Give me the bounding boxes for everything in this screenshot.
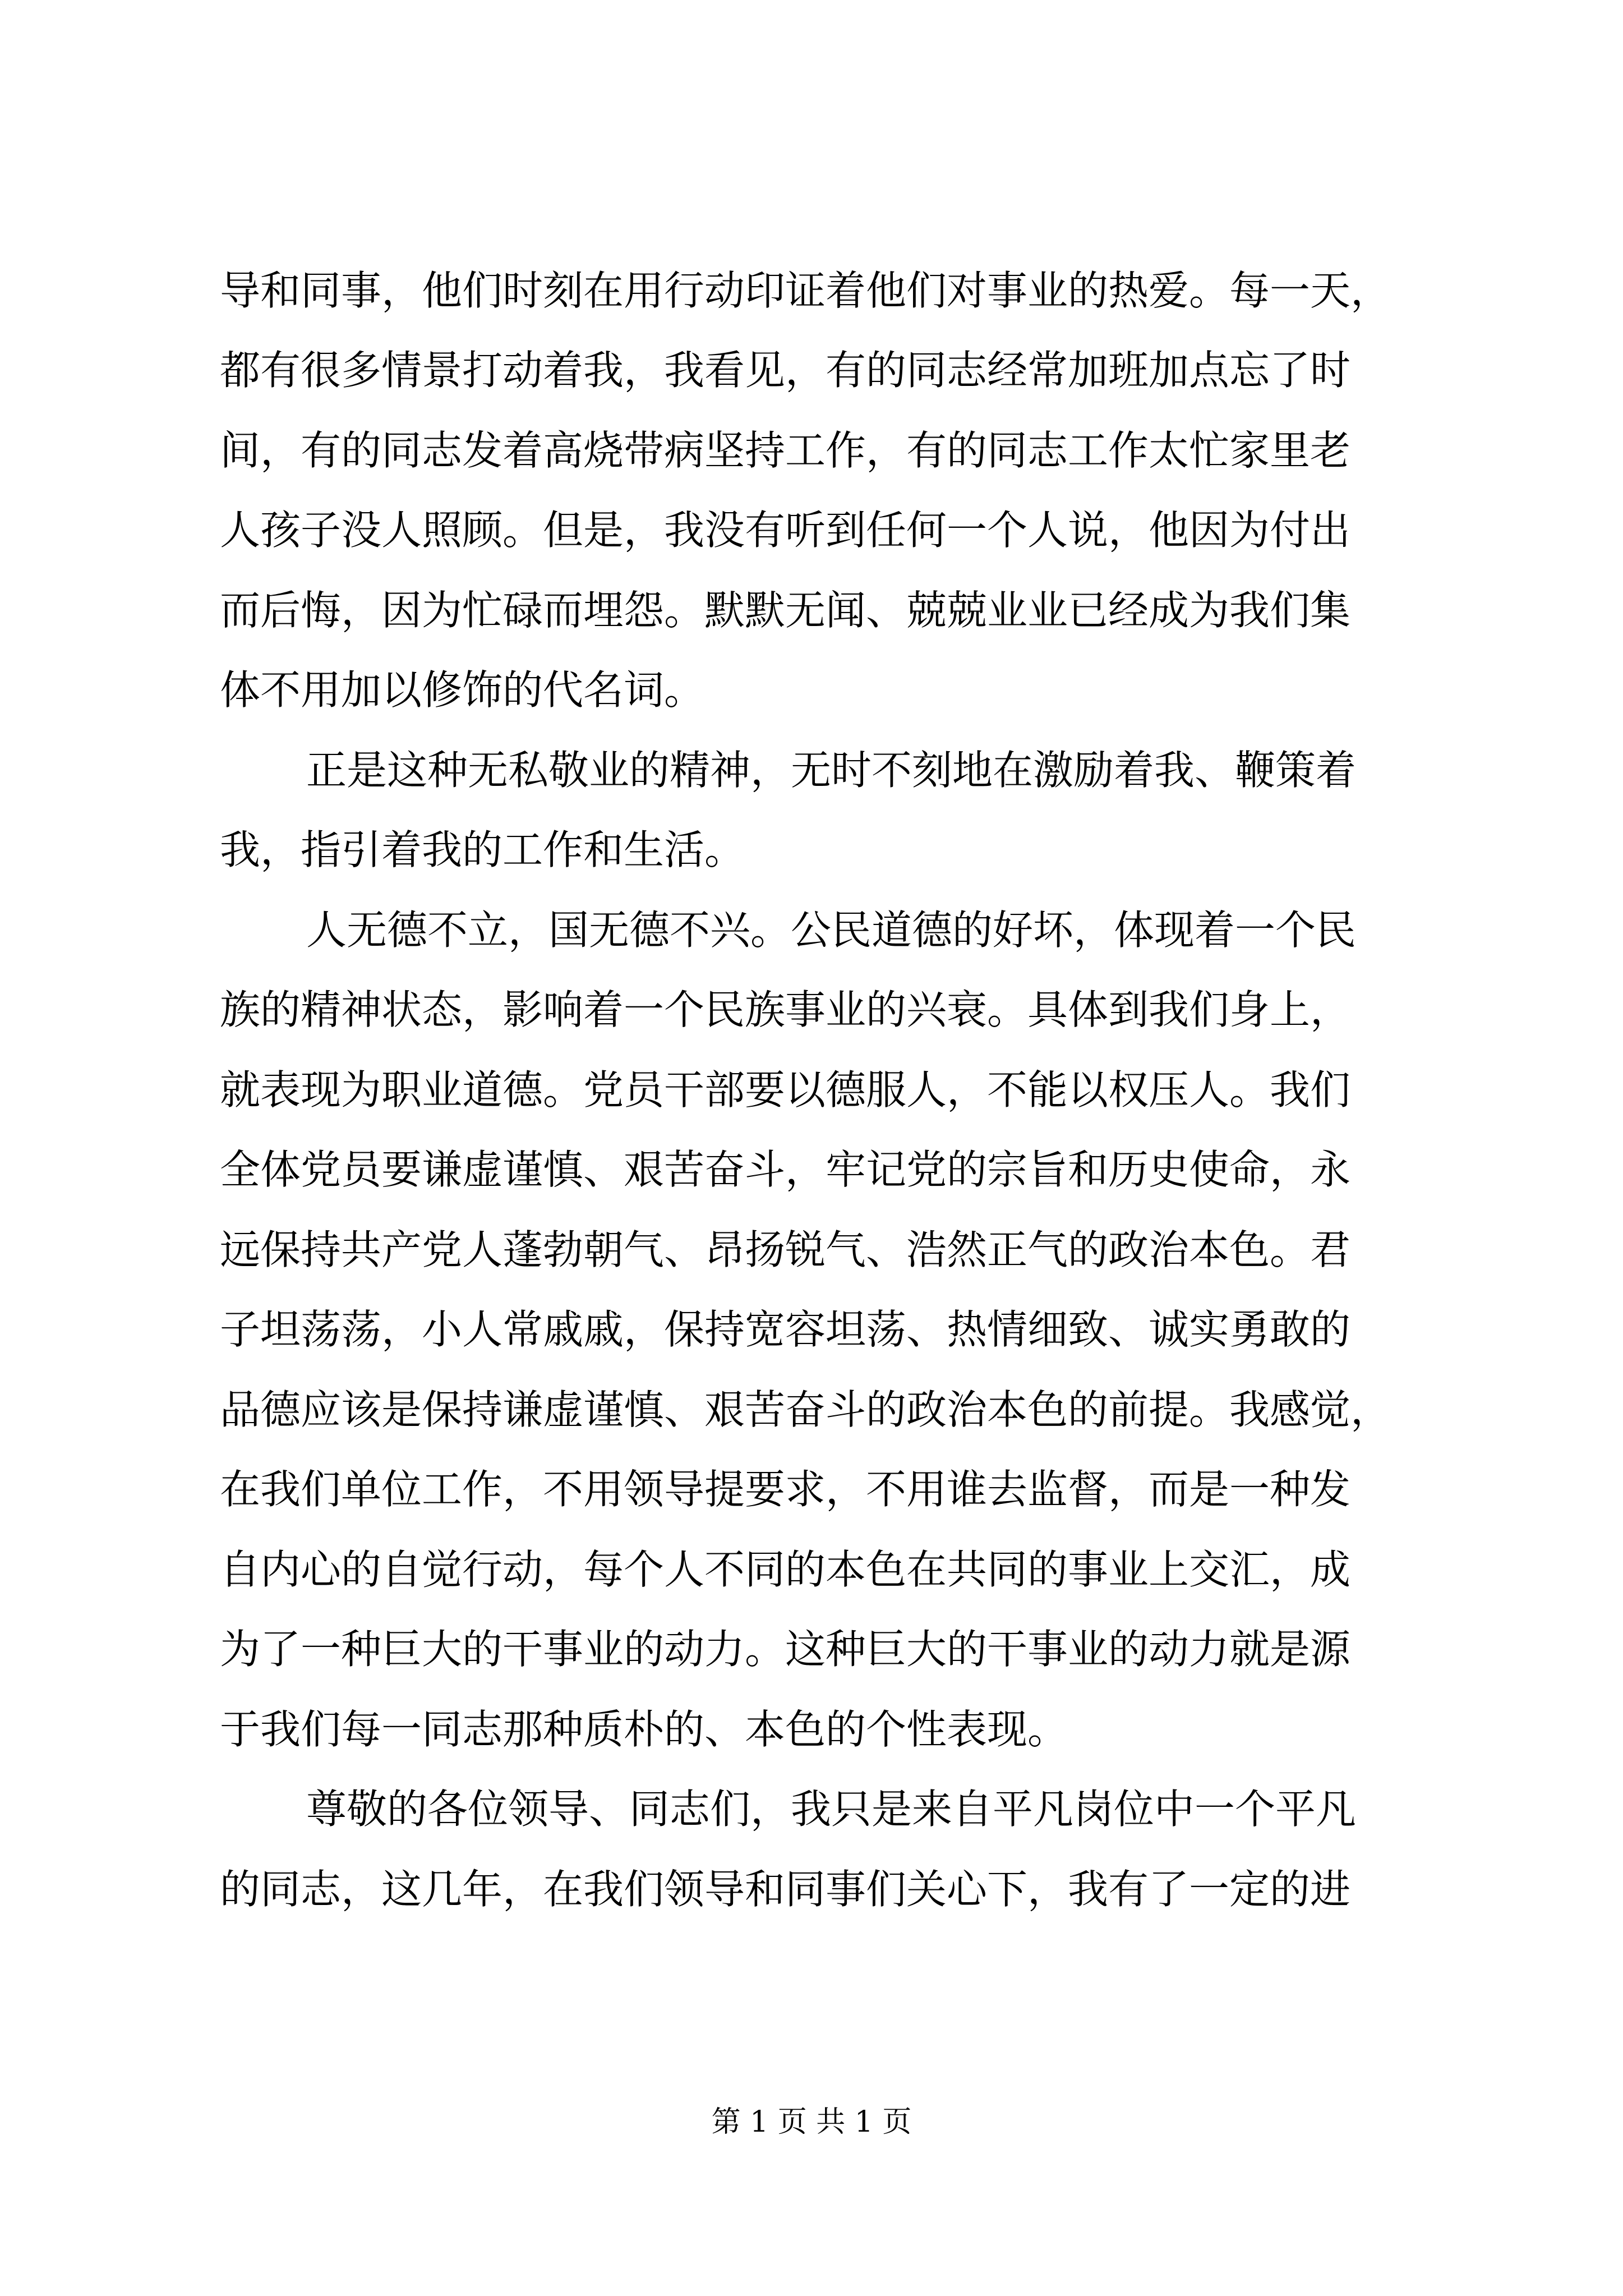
text-line: 自内心的自觉行动，每个人不同的本色在共同的事业上交汇，成: [220, 1546, 1351, 1593]
text-line: 全体党员要谦虚谨慎、艰苦奋斗，牢记党的宗旨和历史使命，永: [220, 1146, 1351, 1193]
page-number-footer: 第 1 页 共 1 页: [711, 2105, 912, 2139]
text-line: 在我们单位工作，不用领导提要求，不用谁去监督，而是一种发: [220, 1466, 1351, 1513]
text-line: 我，指引着我的工作和生活。: [220, 826, 745, 873]
text-line: 族的精神状态，影响着一个民族事业的兴衰。具体到我们身上，: [220, 986, 1351, 1033]
text-line: 尊敬的各位领导、同志们，我只是来自平凡岗位中一个平凡: [306, 1786, 1357, 1833]
text-line: 品德应该是保持谦虚谨慎、艰苦奋斗的政治本色的前提。我感觉，: [220, 1386, 1391, 1433]
text-line: 于我们每一同志那种质朴的、本色的个性表现。: [220, 1706, 1068, 1753]
text-line: 远保持共产党人蓬勃朝气、昂扬锐气、浩然正气的政治本色。君: [220, 1226, 1351, 1273]
text-line: 而后悔，因为忙碌而埋怨。默默无闻、兢兢业业已经成为我们集: [220, 587, 1351, 634]
text-line: 导和同事，他们时刻在用行动印证着他们对事业的热爱。每一天，: [220, 267, 1391, 314]
text-line: 就表现为职业道德。党员干部要以德服人，不能以权压人。我们: [220, 1066, 1351, 1114]
text-line: 正是这种无私敬业的精神，无时不刻地在激励着我、鞭策着: [306, 747, 1357, 794]
text-line: 人孩子没人照顾。但是，我没有听到任何一个人说，他因为付出: [220, 507, 1351, 554]
text-line: 为了一种巨大的干事业的动力。这种巨大的干事业的动力就是源: [220, 1626, 1351, 1673]
text-line: 间，有的同志发着高烧带病坚持工作，有的同志工作太忙家里老: [220, 427, 1351, 474]
text-line: 人无德不立，国无德不兴。公民道德的好坏，体现着一个民: [306, 907, 1357, 954]
text-line: 体不用加以修饰的代名词。: [220, 666, 705, 714]
text-line: 子坦荡荡，小人常戚戚，保持宽容坦荡、热情细致、诚实勇敢的: [220, 1306, 1351, 1353]
text-line: 的同志，这几年，在我们领导和同事们关心下，我有了一定的进: [220, 1866, 1351, 1913]
text-line: 都有很多情景打动着我，我看见，有的同志经常加班加点忘了时: [220, 347, 1351, 394]
